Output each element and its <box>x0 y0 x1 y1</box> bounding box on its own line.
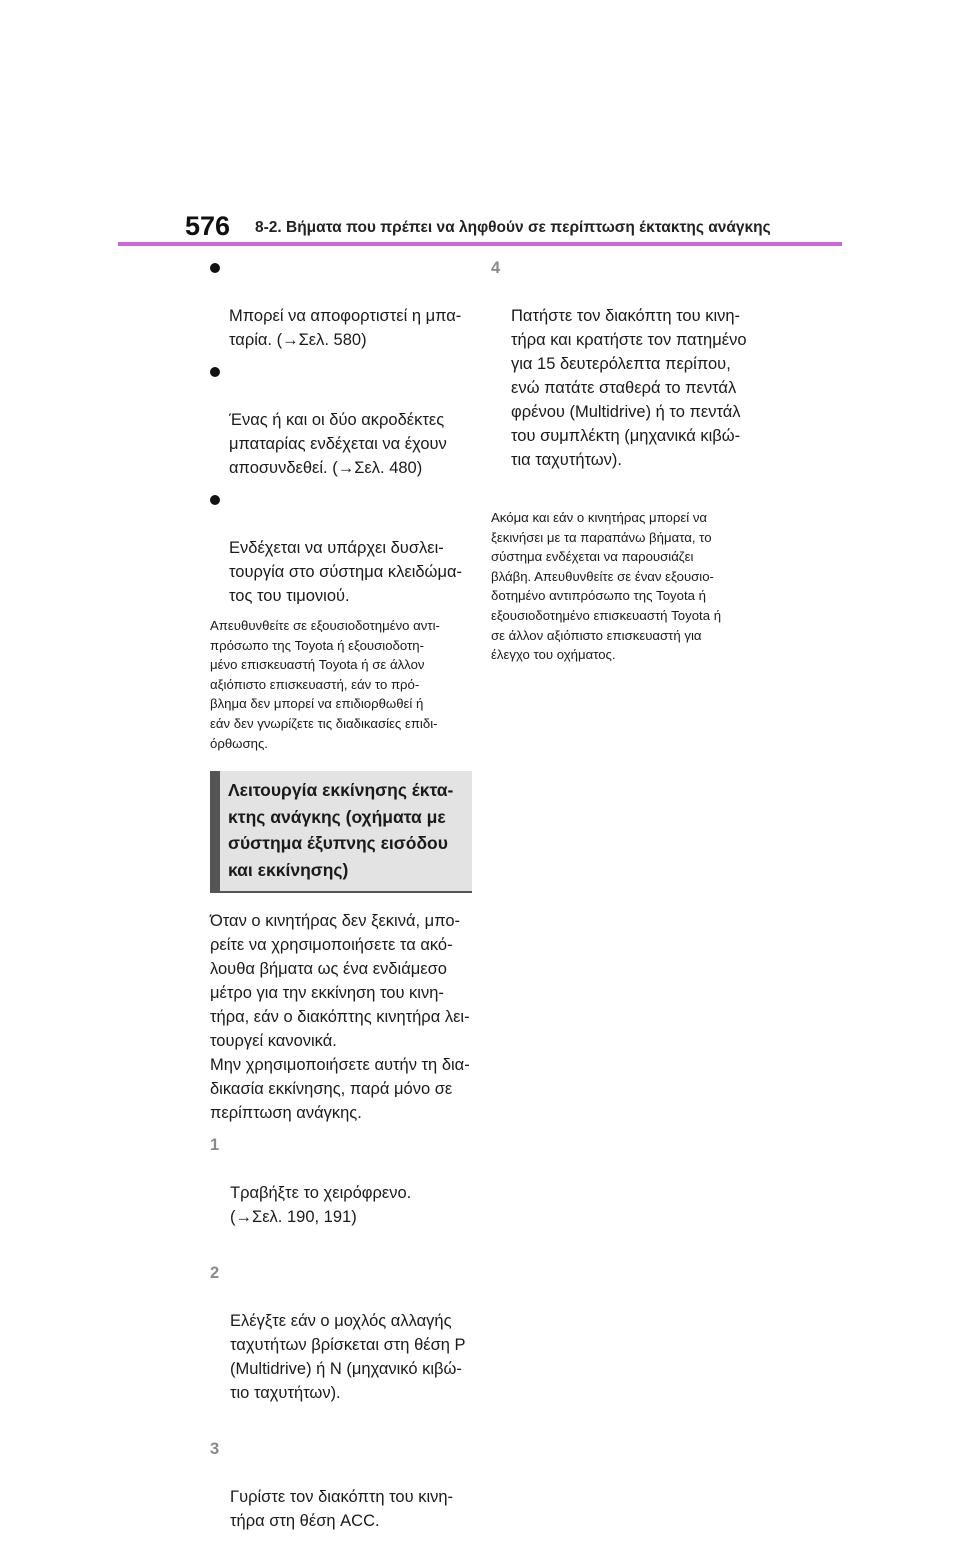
cause-list <box>210 256 472 608</box>
step-item <box>210 1437 472 1557</box>
note-paragraph: Απευθυνθείτε σε εξουσιοδοτημένο αντι- πρόσωπο της Toyota ή εξουσιοδοτη- μένο επισκευαστή Toyota ή σε άλλον αξιόπιστο επισκευαστή, εάν το πρό- βλημα δεν μπορεί να επιδιορθωθεί ή εάν δεν γνωρίζετε τις διαδικασίες επιδι- όρθωσης. <box>210 618 440 751</box>
list-item-text: Μπορεί να αποφορτιστεί η μπα- ταρία. (→Σελ. 580) <box>229 307 462 349</box>
step-number: 1 <box>210 1136 220 1155</box>
section-title: Λειτουργία εκκίνησης έκτα- κτης ανάγκης (οχήματα με σύστημα έξυπνης εισόδου και εκκίνησης) <box>228 780 454 880</box>
bullet-icon <box>210 367 220 377</box>
bullet-icon <box>210 263 220 273</box>
chapter-header: 8-2. Βήματα που πρέπει να ληφθούν σε περίπτωση έκτακτης ανάγκης <box>255 219 771 236</box>
step-text: Πατήστε τον διακόπτη του κινη- τήρα και κρατήστε τον πατημένο για 15 δευτερόλεπτα περίπου, ενώ πατάτε σταθερά το πεντάλ φρένου (Multidrive) ή το πεντάλ του συμπλέκτη (μηχανικά κιβώ- τια ταχυτήτων). <box>511 307 747 469</box>
step-item <box>210 1261 472 1429</box>
header-divider <box>118 242 842 246</box>
list-item-text: Ένας ή και οι δύο ακροδέκτες μπαταρίας ενδέχεται να έχουν αποσυνδεθεί. (→Σελ. 480) <box>229 411 447 477</box>
list-item <box>210 256 472 352</box>
step-text: Τραβήξτε το χειρόφρενο. (→Σελ. 190, 191) <box>230 1184 412 1227</box>
step-number: 3 <box>210 1440 220 1459</box>
intro-paragraph: Όταν ο κινητήρας δεν ξεκινά, μπο- ρείτε να χρησιμοποιήσετε τα ακό- λουθα βήματα ως ένα ενδιάμεσο μέτρο για την εκκίνηση του κινη- τήρα, εάν ο διακόπτης κινητήρα λει- τουργεί κανονικά. Μην χρησιμοποιήσετε αυτήν τη δια- δικασία εκκίνησης, παρά μόνο σε περίπτωση ανάγκης. <box>210 912 470 1123</box>
list-item-text: Ενδέχεται να υπάρχει δυσλει- τουργία στο σύστημα κλειδώμα- τος του τιμονιού. <box>229 539 462 605</box>
step-item <box>210 1133 472 1253</box>
step-number: 2 <box>210 1264 220 1283</box>
right-column <box>491 256 753 665</box>
step-text: Ελέγξτε εάν ο μοχλός αλλαγής ταχυτήτων βρίσκεται στη θέση P (Multidrive) ή N (μηχανικό κιβώ- τιο ταχυτήτων). <box>230 1312 466 1403</box>
list-item <box>210 488 472 608</box>
left-column <box>210 256 472 1557</box>
section-heading-box <box>210 771 472 893</box>
step-number: 4 <box>491 259 501 277</box>
page-number: 576 <box>185 211 231 241</box>
step-item <box>491 256 753 496</box>
step-text: Γυρίστε τον διακόπτη του κινη- τήρα στη θέση ACC. <box>230 1488 454 1531</box>
bullet-icon <box>210 495 220 505</box>
note-paragraph: Ακόμα και εάν ο κινητήρας μπορεί να ξεκινήσει με τα παραπάνω βήματα, το σύστημα ενδέχεται να παρουσιάζει βλάβη. Απευθυνθείτε σε έναν εξουσιο- δοτημένο αντιπρόσωπο της Toyota ή εξουσιοδοτημένο επισκευαστή Toyota ή σε άλλον αξιόπιστο επισκευαστή για έλεγχο του οχήματος. <box>491 510 722 663</box>
list-item <box>210 360 472 480</box>
